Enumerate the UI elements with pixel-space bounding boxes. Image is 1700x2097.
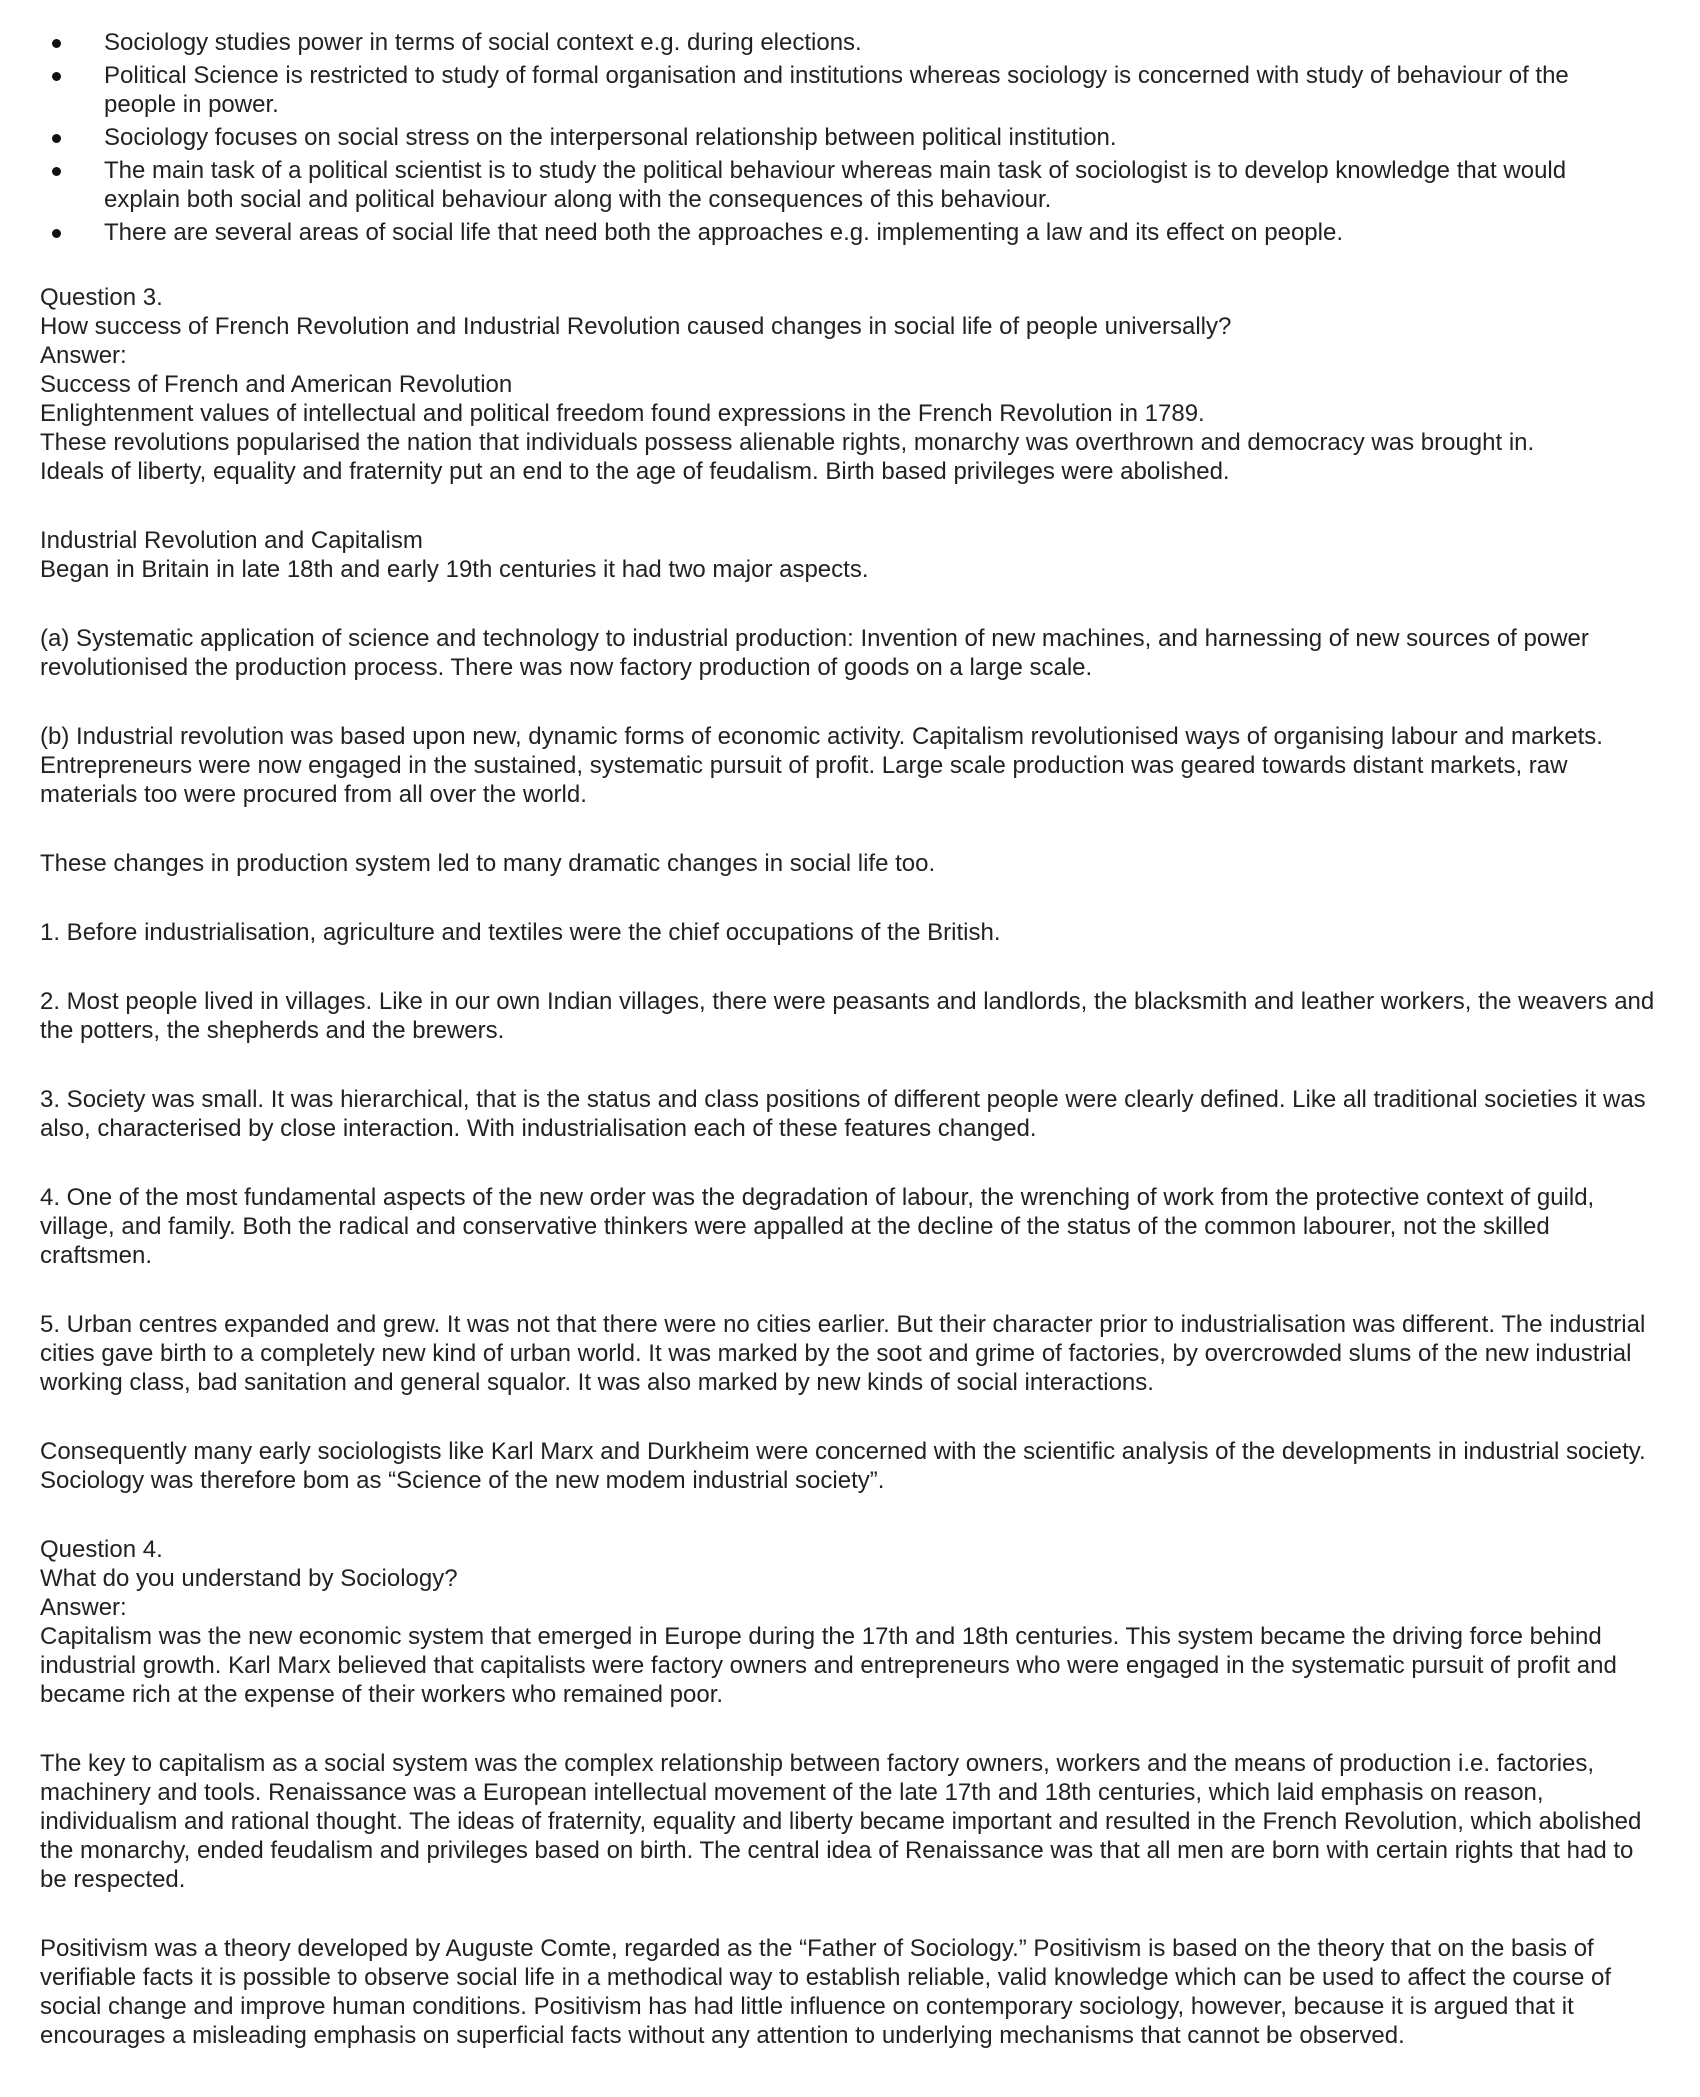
- bullet-text: Political Science is restricted to study of formal organisation and institutions whereas sociology is concerned with study of behaviour of the people in power.: [104, 62, 1569, 118]
- question-4-label: Question 4.: [40, 1536, 163, 1563]
- bullet-text: Sociology focuses on social stress on the interpersonal relationship between political institution.: [104, 124, 1117, 151]
- aspect-b-paragraph: (b) Industrial revolution was based upon new, dynamic forms of economic activity. Capitalism revolutionised ways of organising labour and markets. Entrepreneurs were now engaged in the sustained, systematic pursuit of profit. Large scale production was geared towards distant markets, raw materials too were procured from all over the world.: [40, 723, 1603, 808]
- conclusion-line: Consequently many early sociologists like Karl Marx and Durkheim were concerned with the scientific analysis of the developments in industrial society.: [40, 1438, 1646, 1465]
- answer-paragraph: The key to capitalism as a social system was the complex relationship between factory owners, workers and the means of production i.e. factories, machinery and tools. Renaissance was a European intellectual movement of the late 17th and 18th centuries, which laid emphasis on reason, individualism and rational thought. The ideas of fraternity, equality and liberty became important and resulted in the French Revolution, which abolished the monarchy, ended feudalism and privileges based on birth. The central idea of Renaissance was that all men are born with certain rights that had to be respected.: [40, 1750, 1642, 1893]
- bullet-item: [40, 156, 1660, 214]
- point-paragraph: 4. One of the most fundamental aspects of the new order was the degradation of labour, the wrenching of work from the protective context of guild, village, and family. Both the radical and conservative thinkers were appalled at the decline of the status of the common labourer, not the skilled craftsmen.: [40, 1184, 1595, 1269]
- bullet-icon: [52, 39, 61, 48]
- industrial-revolution-heading: Industrial Revolution and Capitalism: [40, 527, 423, 554]
- bullet-icon: [52, 167, 61, 176]
- bullet-item: [40, 123, 1660, 152]
- industrial-revolution-block: [40, 526, 1660, 584]
- revolution-heading: Success of French and American Revolution: [40, 371, 513, 398]
- bullet-icon: [52, 134, 61, 143]
- conclusion-line: Sociology was therefore bom as “Science of the new modem industrial society”.: [40, 1467, 885, 1494]
- industrial-revolution-intro: Began in Britain in late 18th and early 19th centuries it had two major aspects.: [40, 556, 869, 583]
- point-paragraph: 3. Society was small. It was hierarchical, that is the status and class positions of different people were clearly defined. Like all traditional societies it was also, characterised by close interaction. With industrialisation each of these features changed.: [40, 1086, 1646, 1142]
- point-paragraph: 5. Urban centres expanded and grew. It was not that there were no cities earlier. But their character prior to industrialisation was different. The industrial cities gave birth to a completely new kind of urban world. It was marked by the soot and grime of factories, by overcrowded slums of the new industrial working class, bad sanitation and general squalor. It was also marked by new kinds of social interactions.: [40, 1311, 1646, 1396]
- comparison-bullet-list: [40, 28, 1660, 247]
- question-4-answer-label: Answer:: [40, 1594, 127, 1621]
- aspect-a-paragraph: (a) Systematic application of science and technology to industrial production: Invention of new machines, and harnessing of new sources of power revolutionised the production process. There was now factory production of goods on a large scale.: [40, 625, 1589, 681]
- answer-paragraph: Positivism was a theory developed by Auguste Comte, regarded as the “Father of Sociology.” Positivism is based on the theory that on the basis of verifiable facts it is possible to observe social life in a methodical way to establish reliable, valid knowledge which can be used to affect the course of social change and improve human conditions. Positivism has had little influence on contemporary sociology, however, because it is argued that it encourages a misleading emphasis on superficial facts without any attention to underlying mechanisms that cannot be observed.: [40, 1935, 1612, 2049]
- question-4-section: [40, 1535, 1660, 2050]
- question-3-section: [40, 283, 1660, 1495]
- point-paragraph: 2. Most people lived in villages. Like in our own Indian villages, there were peasants and landlords, the blacksmith and leather workers, the weavers and the potters, the shepherds and the brewers.: [40, 988, 1655, 1044]
- point-paragraph: 1. Before industrialisation, agriculture and textiles were the chief occupations of the British.: [40, 919, 1001, 946]
- bullet-item: [40, 28, 1660, 57]
- revolution-line: Enlightenment values of intellectual and political freedom found expressions in the French Revolution in 1789.: [40, 400, 1205, 427]
- question-3-label: Question 3.: [40, 284, 163, 311]
- question-3-answer-label: Answer:: [40, 342, 127, 369]
- answer-paragraph: Capitalism was the new economic system that emerged in Europe during the 17th and 18th centuries. This system became the driving force behind industrial growth. Karl Marx believed that capitalists were factory owners and entrepreneurs who were engaged in the systematic pursuit of profit and became rich at the expense of their workers who remained poor.: [40, 1623, 1617, 1708]
- changes-intro-paragraph: These changes in production system led to many dramatic changes in social life too.: [40, 850, 936, 877]
- bullet-text: There are several areas of social life that need both the approaches e.g. implementing a law and its effect on people.: [104, 219, 1343, 246]
- bullet-text: The main task of a political scientist is to study the political behaviour whereas main task of sociologist is to develop knowledge that would explain both social and political behaviour along with the consequences of this behaviour.: [104, 157, 1567, 213]
- question-4-text: What do you understand by Sociology?: [40, 1565, 458, 1592]
- bullet-icon: [52, 229, 61, 238]
- bullet-item: [40, 61, 1660, 119]
- bullet-text: Sociology studies power in terms of social context e.g. during elections.: [104, 29, 862, 56]
- revolution-line: Ideals of liberty, equality and fraternity put an end to the age of feudalism. Birth based privileges were abolished.: [40, 458, 1230, 485]
- conclusion-block: [40, 1437, 1660, 1495]
- revolution-line: These revolutions popularised the nation that individuals possess alienable rights, monarchy was overthrown and democracy was brought in.: [40, 429, 1535, 456]
- bullet-icon: [52, 72, 61, 81]
- question-3-text: How success of French Revolution and Industrial Revolution caused changes in social life of people universally?: [40, 313, 1232, 340]
- bullet-item: [40, 218, 1660, 247]
